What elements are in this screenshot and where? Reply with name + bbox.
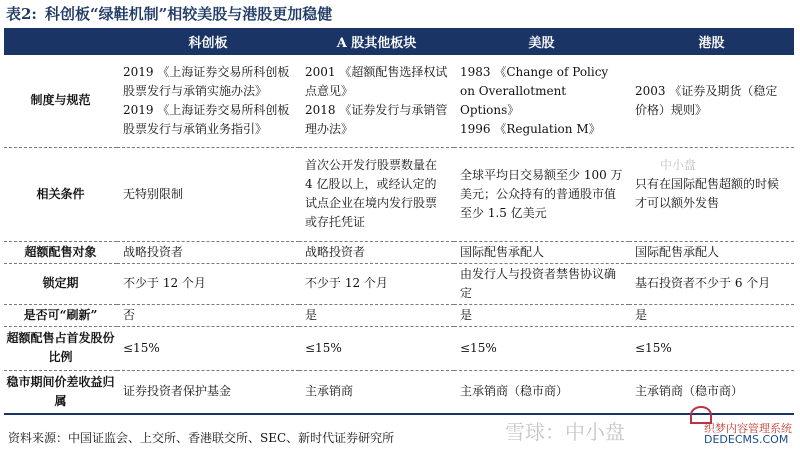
- table-cell: [117, 304, 299, 326]
- cell-text: 主承销商（稳市商）: [635, 384, 744, 399]
- cell-text: 2001 《超额配售选择权试点意见》: [305, 64, 448, 98]
- cell-text: 国际配售承配人: [635, 244, 720, 259]
- table-cell: [117, 241, 299, 263]
- table-cell: [629, 55, 794, 147]
- cell-text: 基石投资者不少于 6 个月: [635, 276, 771, 290]
- table-row: [4, 241, 794, 263]
- table-cell: [629, 147, 794, 241]
- cell-text: ≤15%: [460, 340, 497, 355]
- cell-text: 无特别限制: [123, 186, 184, 201]
- row-header: 相关条件: [4, 147, 117, 241]
- header-a-share-other: A 股其他板块: [299, 28, 454, 55]
- table-row: [4, 55, 794, 147]
- table-cell: [629, 263, 794, 304]
- table-caption: 科创板“绿鞋机制”相较美股与港股更加稳健: [44, 5, 333, 23]
- table-row: [4, 326, 794, 370]
- cell-text: 战略投资者: [305, 244, 366, 259]
- cell-text: 2003 《证券及期货（稳定价格）规则》: [635, 83, 778, 117]
- cell-text: 1983 《Change of Policy on Overallotment Options》: [460, 64, 609, 117]
- cell-text: 是: [305, 307, 318, 322]
- header-row: [4, 28, 794, 55]
- table-cell: [629, 326, 794, 370]
- cell-text: 2018 《证券发行与承销管理办法》: [305, 102, 448, 136]
- logo-line2: DEDECMS.COM: [704, 433, 789, 446]
- table-cell: [299, 55, 454, 147]
- cell-text: 证券投资者保护基金: [123, 384, 232, 399]
- cell-text: 主承销商: [305, 384, 354, 399]
- cell-text: 战略投资者: [123, 244, 184, 259]
- cell-text: ≤15%: [305, 340, 342, 355]
- cell-text: 主承销商（稳市商）: [460, 384, 569, 399]
- table-cell: [299, 147, 454, 241]
- header-us-stocks: 美股: [454, 28, 629, 55]
- header-corner: [4, 28, 117, 55]
- table-cell: [299, 326, 454, 370]
- cell-text: 首次公开发行股票数量在 4 亿股以上，或经认定的试点企业在境内发行股票或存托凭证: [305, 158, 438, 229]
- cell-text: 国际配售承配人: [460, 244, 545, 259]
- table-cell: [117, 147, 299, 241]
- cell-text: ≤15%: [123, 340, 160, 355]
- table-cell: [117, 370, 299, 414]
- table-cell: [629, 241, 794, 263]
- table-title: [6, 2, 332, 26]
- table-cell: [299, 370, 454, 414]
- cell-text: 只有在国际配售超额的时候才可以额外发售: [635, 177, 780, 210]
- row-header: 超额配售对象: [4, 241, 117, 263]
- table-cell: [454, 55, 629, 147]
- table-cell: [454, 370, 629, 414]
- row-header: 稳市期间价差收益归属: [4, 370, 117, 414]
- table-cell: [299, 263, 454, 304]
- logo-line1: 织梦内容管理系统: [704, 422, 792, 435]
- table-number: 表2:: [6, 5, 37, 23]
- cell-text: 是: [460, 307, 473, 322]
- header-hk-stocks: 港股: [629, 28, 794, 55]
- row-header: 锁定期: [4, 263, 117, 304]
- table-cell: [629, 304, 794, 326]
- cell-text: 由发行人与投资者禁售协议确定: [460, 266, 617, 300]
- cell-text: 是: [635, 307, 648, 322]
- cell-text: 不少于 12 个月: [305, 276, 388, 290]
- table-row: [4, 304, 794, 326]
- table-cell: [117, 55, 299, 147]
- table-cell: [454, 241, 629, 263]
- cell-text: 否: [123, 307, 136, 322]
- table-cell: [299, 304, 454, 326]
- xueqiu-watermark: 雪球：中小盘: [505, 420, 625, 444]
- cell-text: 2019 《上海证券交易所科创板股票发行与承销实施办法》: [123, 64, 290, 98]
- cell-text: 全球平均日交易额至少 100 万美元；公众持有的普通股市值至少 1.5 亿美元: [460, 167, 623, 220]
- comparison-table: [4, 28, 794, 415]
- table-cell: [454, 304, 629, 326]
- row-header: 制度与规范: [4, 55, 117, 147]
- table-cell: [117, 326, 299, 370]
- source-note: 资料来源：中国证监会、上交所、香港联交所、SEC、新时代证券研究所: [8, 431, 395, 445]
- wechat-watermark: 中小盘: [660, 158, 697, 172]
- cell-text: 不少于 12 个月: [123, 276, 206, 290]
- cell-text: ≤15%: [635, 340, 672, 355]
- table-cell: [299, 241, 454, 263]
- header-star-market: 科创板: [117, 28, 299, 55]
- table-row: [4, 370, 794, 414]
- row-header: 超额配售占首发股份比例: [4, 326, 117, 370]
- row-header: 是否可“刷新”: [4, 304, 117, 326]
- dedecms-logo: [690, 404, 794, 448]
- table-cell: [117, 263, 299, 304]
- cell-text: 1996 《Regulation M》: [460, 121, 601, 136]
- table-row: [4, 263, 794, 304]
- table-cell: [454, 263, 629, 304]
- table-cell: [454, 147, 629, 241]
- cell-text: 2019 《上海证券交易所科创板股票发行与承销业务指引》: [123, 102, 290, 136]
- table-cell: [454, 326, 629, 370]
